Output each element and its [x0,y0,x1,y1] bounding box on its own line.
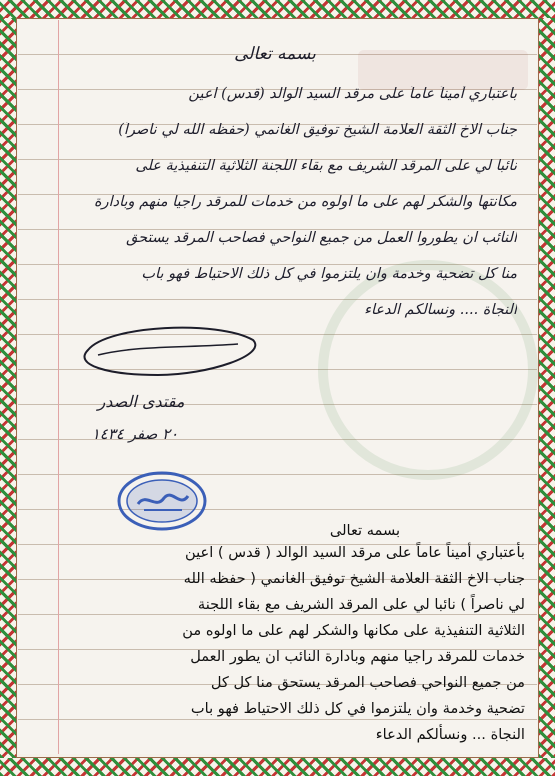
typed-line: لي ناصراً ) نائبا لي على المرقد الشريف مع بقاء اللجنة [197,596,525,613]
decorative-border-left [0,18,17,758]
handwritten-line: جناب الاخ الثقة العلامة الشيخ توفيق الغانمي (حفظه الله لي ناصراً) [118,122,517,138]
signature-scribble [68,320,268,390]
decorative-border-right [538,18,555,758]
typed-line: جناب الاخ الثقة العلامة الشيخ توفيق الغانمي ( حفظه الله [183,570,525,587]
handwritten-line: مكانتها والشكر لهم على ما اولوه من خدمات للمرقد راجيا منهم وبادارة [94,194,517,210]
official-stamp [116,470,208,532]
handwritten-date: ٢٠ صفر ١٤٣٤ [91,425,179,443]
typed-line: النجاة ... ونسألكم الدعاء [375,726,525,743]
handwritten-basmala: بسمه تعالى [234,44,316,64]
handwritten-line: باعتباري أميناً عاماً على مرقد السيد الوالد (قدس) اعين [188,86,517,102]
typed-line: تضحية وخدمة وان يلتزموا في كل ذلك الاحتياط فهو باب [190,700,525,717]
signature-name: مقتدى الصدر [97,392,185,411]
handwritten-line: النائب ان يطوروا العمل من جميع النواحي فصاحب المرقد يستحق [126,230,517,246]
handwritten-line: النجاة .... ونسألكم الدعاء [364,302,517,318]
watermark-emblem [318,260,538,480]
decorative-border-bottom [0,757,555,776]
typed-line: الثلاثية التنفيذية على مكانها والشكر لهم على ما اولوه من [182,622,525,639]
typed-line: من جميع النواحي فصاحب المرقد يستحق منا كل كل [210,674,525,691]
typed-line: خدمات للمرقد راجيا منهم وبادارة النائب ان يطور العمل [190,648,525,665]
typed-line: بأعتباري أميناً عاماً على مرقد السيد الوالد ( قدس ) اعين [185,544,525,561]
decorative-border-top [0,0,555,19]
handwritten-line: منا كل تضحية وخدمة وان يلتزموا في كل ذلك الاحتياط فهو باب [141,266,517,282]
typed-basmala: بسمه تعالى [329,522,401,539]
handwritten-line: نائبا لي على المرقد الشريف مع بقاء اللجنة الثلاثية التنفيذية على [135,158,517,174]
watermark-header [358,50,528,90]
